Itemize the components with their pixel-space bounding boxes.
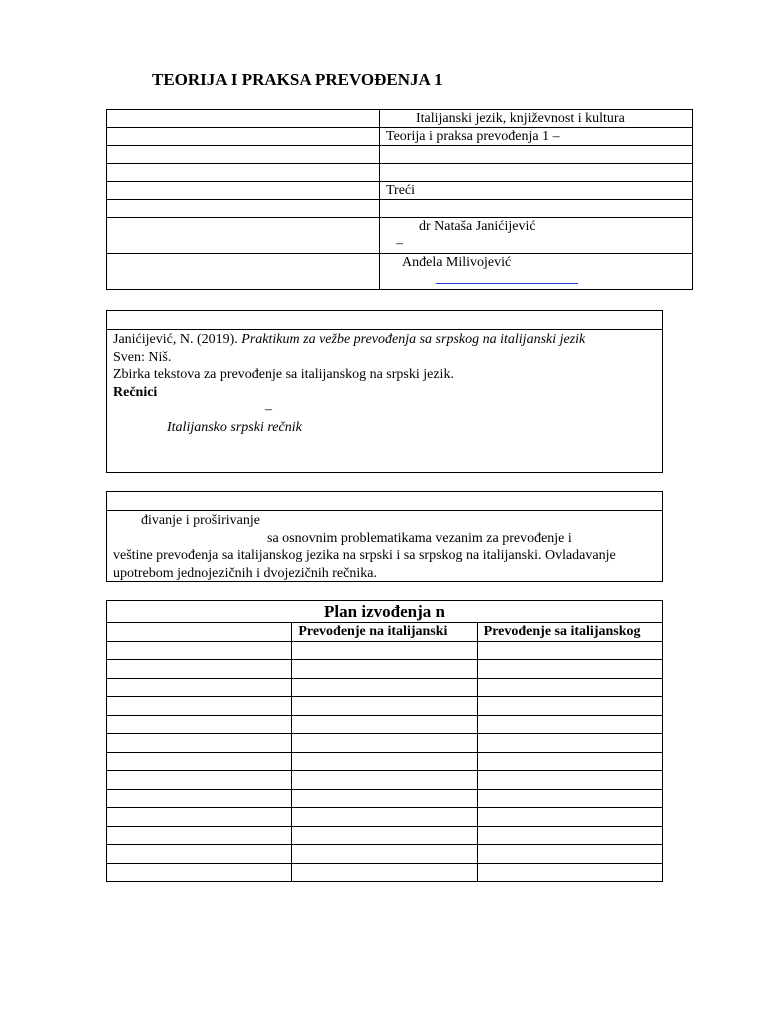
info-empty bbox=[380, 200, 693, 218]
table-row bbox=[107, 808, 663, 827]
info-empty bbox=[380, 146, 693, 164]
info-program bbox=[380, 110, 693, 128]
table-row bbox=[107, 697, 663, 716]
info-label bbox=[107, 182, 380, 200]
literature-box bbox=[106, 310, 663, 473]
teacher-dash: – bbox=[396, 236, 403, 251]
info-empty bbox=[380, 164, 693, 182]
page-title: TEORIJA I PRAKSA PREVOĐENJA 1 bbox=[152, 70, 443, 89]
course-info-table bbox=[106, 109, 693, 290]
info-label bbox=[107, 128, 380, 146]
plan-title: Plan izvođenja n bbox=[107, 601, 663, 623]
literature-entry-2: Zbirka tekstova za prevođenje sa italijanskog na srpski jezik. bbox=[113, 367, 454, 382]
table-row bbox=[107, 752, 663, 771]
literature-body bbox=[107, 330, 662, 437]
plan-table bbox=[106, 600, 663, 882]
info-assistant bbox=[380, 254, 693, 290]
goals-box bbox=[106, 491, 663, 582]
info-label bbox=[107, 254, 380, 290]
table-row bbox=[107, 771, 663, 790]
goals-body bbox=[107, 511, 662, 583]
info-label bbox=[107, 200, 380, 218]
info-label bbox=[107, 110, 380, 128]
teacher-value: dr Nataša Janićijević bbox=[419, 219, 536, 234]
table-row bbox=[107, 845, 663, 864]
dictionary-item: Italijansko srpski rečnik bbox=[167, 419, 302, 435]
literature-entry-1: Janićijević, N. (2019). Praktikum za vežbe prevođenja sa srpskog na italijanski jezik bbox=[113, 332, 586, 347]
table-row bbox=[107, 641, 663, 660]
info-label bbox=[107, 146, 380, 164]
goals-line-3: veštine prevođenja sa italijanskog jezika na srpski i sa srpskog na italijanski. Ovladavanje bbox=[113, 548, 616, 563]
info-year bbox=[380, 182, 693, 200]
literature-book-title: Praktikum za vežbe prevođenja sa srpskog na italijanski jezik bbox=[241, 332, 586, 347]
table-row bbox=[107, 678, 663, 697]
dictionaries-heading: Rečnici bbox=[113, 384, 158, 400]
table-row bbox=[107, 715, 663, 734]
table-row bbox=[107, 660, 663, 679]
goals-line-2: sa osnovnim problematikama vezanim za prevođenje i bbox=[267, 530, 572, 546]
assistant-value: Anđela Milivojević bbox=[402, 255, 512, 270]
info-label bbox=[107, 164, 380, 182]
table-row bbox=[107, 863, 663, 882]
table-row bbox=[107, 789, 663, 808]
email-link[interactable] bbox=[436, 271, 578, 284]
plan-col-3-header: Prevođenje sa italijanskog bbox=[477, 623, 662, 642]
goals-line-1: đivanje i proširivanje bbox=[141, 513, 260, 528]
dictionary-dash: – bbox=[265, 402, 272, 417]
info-course bbox=[380, 128, 693, 146]
table-row bbox=[107, 734, 663, 753]
literature-header bbox=[107, 311, 662, 330]
literature-publisher: Sven: Niš. bbox=[113, 349, 172, 365]
program-value: Italijanski jezik, književnost i kultura bbox=[416, 111, 625, 126]
goals-header bbox=[107, 492, 662, 511]
course-value: Teorija i praksa prevođenja 1 – bbox=[386, 129, 560, 144]
table-row bbox=[107, 826, 663, 845]
plan-col-1-header bbox=[107, 623, 292, 642]
goals-line-4: upotrebom jednojezičnih i dvojezičnih rečnika. bbox=[113, 565, 377, 581]
plan-col-2-header: Prevođenje na italijanski bbox=[292, 623, 477, 642]
info-teacher bbox=[380, 218, 693, 254]
info-label bbox=[107, 218, 380, 254]
year-value: Treći bbox=[386, 183, 416, 198]
